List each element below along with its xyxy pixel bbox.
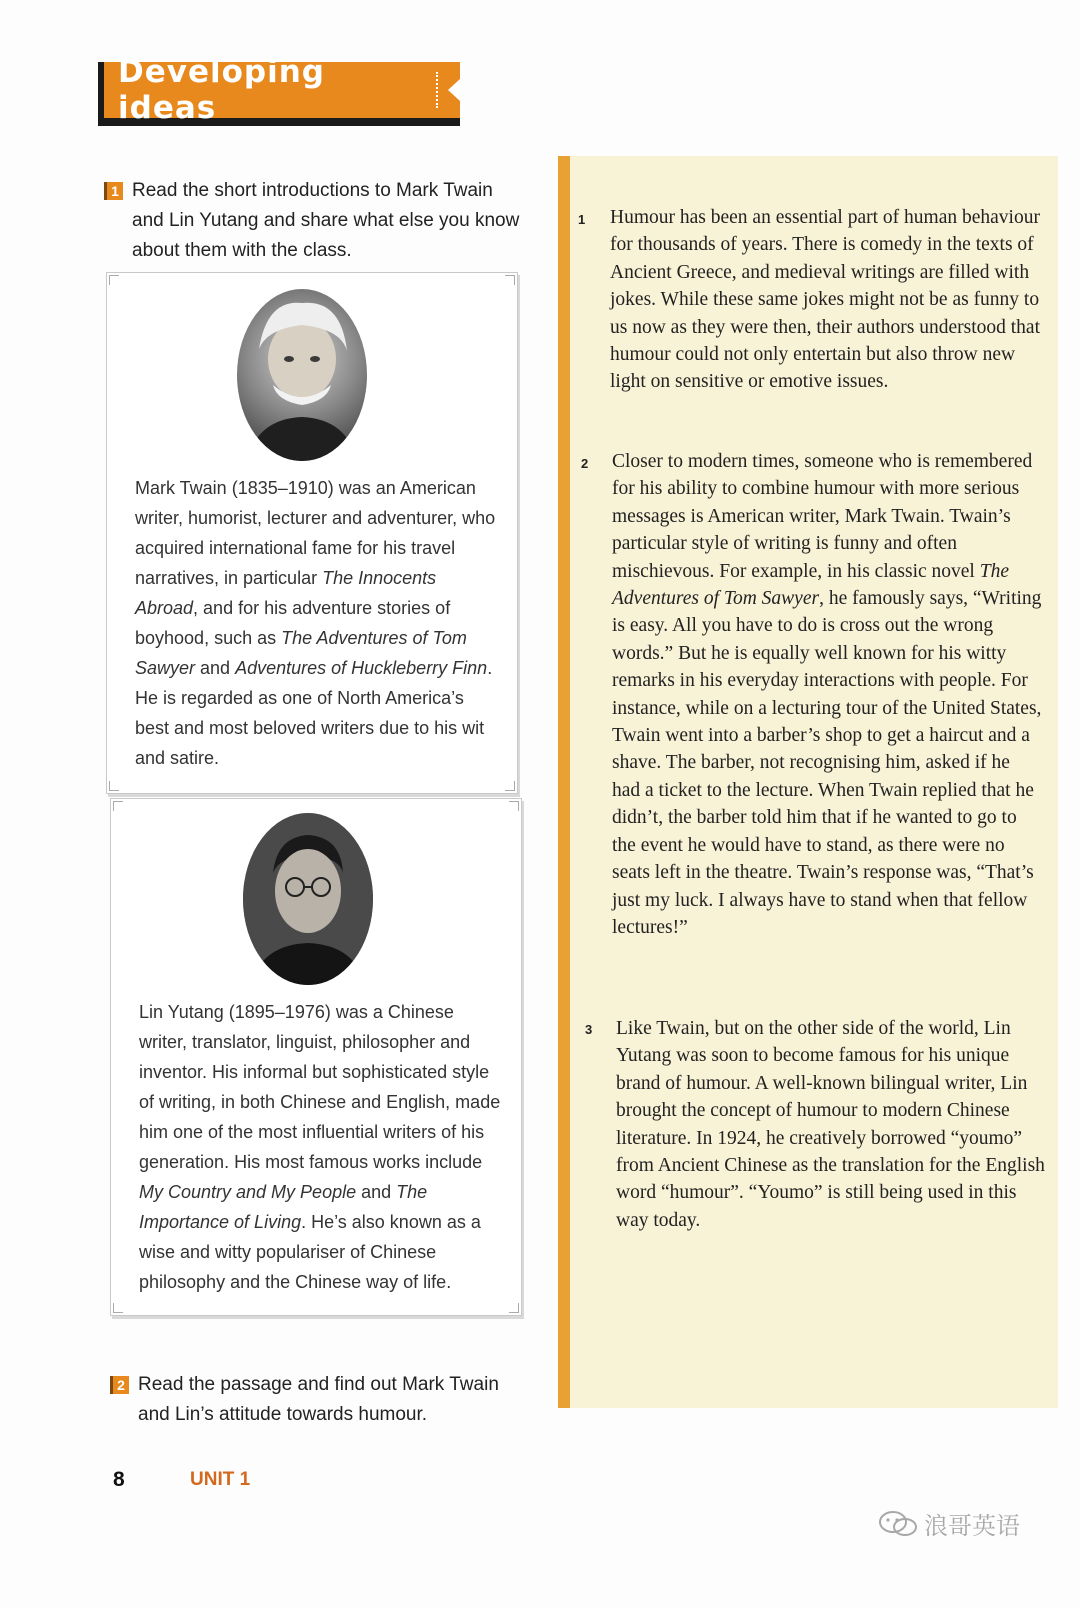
page-number: 8 — [113, 1468, 125, 1491]
task-1 — [104, 176, 524, 266]
paragraph-1: Humour has been an essential part of human behaviour for thousands of years. There is comedy in the texts of Ancient Greece, and medieval writings are filled with jokes. While these same jokes might not be as funny to us now as they were then, their authors understood that humour could not only entertain but also throw new light on sensitive or emotive issues. — [610, 207, 1040, 393]
unit-label: UNIT 1 — [190, 1469, 251, 1490]
heading-divider — [436, 72, 438, 108]
portrait-silhouette — [243, 813, 373, 985]
book-title: The Adventures of Tom Sawyer — [135, 628, 467, 678]
book-title: Adventures of Huckleberry Finn — [235, 658, 488, 678]
task-number-badge: 2 — [110, 1376, 129, 1394]
lin-bio: Lin Yutang (1895–1976) was a Chinese writer, translator, linguist, philosopher and inventor. His informal but sophisticated style of writing, in both Chinese and English, made him one of the most influential writers of his generation. His most famous works include My Country and My People and The Importance of Living. He’s also known as a wise and witty populariser of Chinese philosophy and the Chinese way of life. — [139, 1002, 501, 1292]
paragraph-number: 3 — [585, 1022, 593, 1037]
section-heading — [98, 54, 460, 126]
mark-twain-portrait — [237, 289, 367, 461]
portrait-silhouette — [237, 289, 367, 461]
book-title: The Importance of Living — [139, 1182, 428, 1232]
lin-yutang-portrait — [243, 813, 373, 985]
watermark-text: 浪哥英语 — [924, 1512, 1020, 1540]
lin-intro-card — [110, 798, 522, 1316]
wechat-icon — [878, 1510, 918, 1538]
paragraph-2: Closer to modern times, someone who is remembered for his ability to combine humour with more serious messages is American writer, Mark Twain. Twain’s particular style of writing is funny and often mischievous. For example, in his classic novel The Adventures of Tom Sawyer, he famously says, “Writing is easy. All you have to do is cross out the wrong words.” But he is equally well known for his witty remarks in his everyday interactions with people. For instance, while on a lecturing tour of the United States, Twain went into a barber’s shop to get a haircut and a shave. The barber, not recognising him, asked if he had a ticket to the lecture. When Twain replied that he didn’t, the barber told him that if he wanted to go to the event he would have to stand, as there were no seats left in the theatre. Twain’s response was, “That’s just my luck. I always have to stand when that fellow lectures!” — [612, 451, 1042, 938]
paragraph-number: 1 — [578, 212, 586, 227]
task-1-instruction: Read the short introductions to Mark Twain and Lin Yutang and share what else you know about them with the class. — [132, 180, 520, 261]
twain-intro-card — [106, 272, 518, 794]
task-2-instruction: Read the passage and find out Mark Twain and Lin’s attitude towards humour. — [138, 1374, 499, 1425]
watermark — [878, 1506, 1020, 1541]
arrow-left-icon — [448, 79, 460, 101]
task-2 — [110, 1370, 530, 1430]
book-title: My Country and My People — [139, 1182, 357, 1202]
twain-bio: Mark Twain (1835–1910) was an American writer, humorist, lecturer and adventurer, who acquired international fame for his travel narratives, in particular The Innocents Abroad, and for his adventure stories of boyhood, such as The Adventures of Tom Sawyer and Adventures of Huckleberry Finn. He is regarded as one of North America’s best and most beloved writers due to his wit and satire. — [135, 478, 496, 768]
paragraph-number: 2 — [581, 456, 589, 471]
paragraph-3: Like Twain, but on the other side of the world, Lin Yutang was soon to become famous for his unique brand of humour. A well-known bilingual writer, Lin brought the concept of humour to modern Chinese literature. In 1924, he creatively borrowed “youmo” from Ancient Chinese as the translation for the English word “humour”. “Youmo” is still being used in this way today. — [616, 1018, 1045, 1231]
book-title: The Innocents Abroad — [135, 568, 437, 618]
section-title: Developing ideas — [118, 54, 325, 126]
task-number-badge: 1 — [104, 182, 123, 200]
book-title: The Adventures of Tom Sawyer — [612, 560, 1009, 610]
